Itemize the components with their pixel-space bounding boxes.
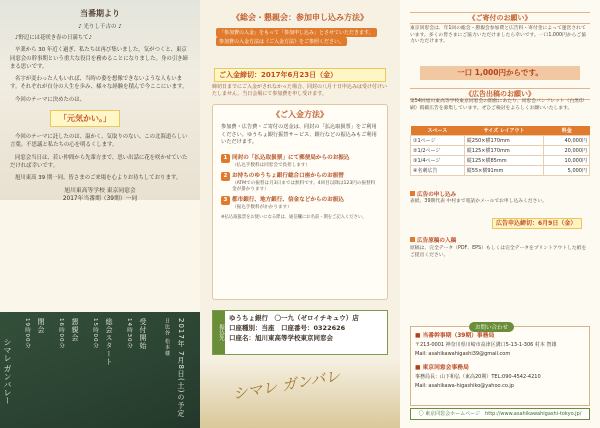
greeting-para: 卒業から 30 年近く過ぎ、私たちは再び集いました。気がつくと、東京同窓会の幹事期という重大な役目を務めることになりました。身の引き締まる思いです。: [10, 47, 188, 70]
table-cell: 縦125×横170mm: [464, 146, 544, 156]
greeting-para: 旭川東高 39 期一同、皆さまのご来場を心よりお待ちしております。: [15, 175, 182, 182]
option-title: 同封の「払込取扱票」にて郵便局からのお振込: [232, 154, 350, 161]
payment-intro: 参加費・広告費・ご寄付の送金は、同封の「払込取扱票」をご利用ください。ゆうちょ銀行振替サービス、銀行などの振込みもご利用いただけます。: [221, 124, 377, 145]
deadline-note: 締切日までにご入金がされなかった場合、同封の八月十日申込みは受け付けいたしません。当日会場にて参加費を申し受けます。: [212, 84, 388, 97]
table-cell: ①1ページ: [411, 136, 465, 146]
signature-org: 旭川東高等学校 東京同窓会: [64, 187, 136, 194]
payment-method-title: 《ご入金方法》: [272, 110, 328, 119]
ad-deadline: 広告申込締切：6月9日（金）: [492, 218, 582, 229]
payment-option: [221, 195, 379, 211]
shimare-logo: シマレ ガンバレ: [231, 366, 342, 404]
schedule-item: 閉会: [37, 318, 45, 334]
application-note: 「参加費の入金」をもって「参加申し込み」とさせていただきます。: [216, 28, 377, 37]
greeting-para: ♪野辺には花咲き春の日満ちて♪: [15, 35, 92, 41]
table-cell: ④名刺広告: [411, 166, 465, 176]
contact-heading: ■ 当番幹事期（39期）事務局: [415, 333, 495, 339]
table-row: [411, 166, 590, 176]
deadline-date: 2017年6月23日（金）: [261, 71, 338, 79]
greeting-title: 当番期より: [80, 9, 120, 18]
ad-title: 《広告出稿のお願い》: [410, 88, 590, 100]
apply-section-title: [410, 190, 456, 198]
option-desc: （振込手数料がかかります）: [232, 204, 292, 210]
table-cell: 20,000円: [544, 146, 590, 156]
submit-section-title: [410, 236, 456, 244]
schedule-venue: 日比谷 松本楼: [164, 318, 170, 357]
table-cell: ②1/2ページ: [411, 146, 465, 156]
application-header: 《総会・懇親会：参加申し込み方法》: [232, 13, 368, 22]
schedule-time: 15時00分: [92, 318, 98, 349]
option-title: 都市銀行、地方銀行、信金などからのお振込: [232, 196, 344, 203]
table-header-row: [411, 126, 590, 136]
greeting-subtitle: ♪ 光りし千古の ♪: [78, 24, 122, 30]
schedule-time: 14時30分: [126, 318, 132, 349]
table-cell: 縦125×横85mm: [464, 156, 544, 166]
deadline-label: ご入金締切：: [219, 71, 261, 79]
option-title: お持ちのゆうちょ銀行総合口座からのお振替: [232, 172, 344, 179]
option-number: 2: [221, 172, 230, 181]
ad-price-table: [410, 126, 590, 176]
contact-line: 事務局長：山下和弘（東高20期）TEL:090-4542-4210: [415, 374, 541, 380]
schedule-time: 16時00分: [58, 318, 64, 349]
contact-box: [410, 326, 590, 406]
contact-line: 〒213-0001 神奈川県川崎市高津区溝口5-13-1-306 村本 智雄: [415, 342, 557, 348]
option-number: 1: [221, 154, 230, 163]
table-header: 料金: [544, 126, 590, 136]
table-cell: 縦55×横91mm: [464, 166, 544, 176]
table-row: [411, 156, 590, 166]
bank-row: 口座種別：当座 口座番号：0322626: [229, 324, 346, 332]
apply-title: 広告の申し込み: [417, 192, 457, 198]
donation-title: 《ご寄付のお願い》: [410, 12, 590, 24]
greeting-para: 名字が変わった人もいれば、当時の姿を想像できないような人もいます。それぞれが自分の人生を歩み、様々な経験を積んで今ここにいます。: [10, 76, 188, 91]
greeting-letter: [10, 8, 190, 298]
ad-text: 第54回旭川東高等学校東京同窓会の開催にあたり、同窓会パンフレット（白黒印刷）掲載広告を募集しています。ぜひご検討をよろしくお願いいたします。: [410, 99, 584, 111]
option-desc: （払込手数料は同窓会で負担します）: [232, 162, 311, 168]
payment-fineprint: ※払込取扱票をお使いになる際は、通信欄にお名前・期をご記入ください。: [221, 214, 367, 220]
option-desc: （ATMでの振替は月3日までは無料です。4回目以降は123円の振替料金が掛かります）: [232, 180, 376, 192]
table-row: [411, 146, 590, 156]
signature: [10, 187, 190, 203]
contact-email: Mail: asahikawahigashi39@gmail.com: [415, 351, 511, 357]
bank-rows: [229, 313, 359, 343]
bullet-square-icon: [410, 237, 415, 242]
bullet-square-icon: [410, 191, 415, 196]
schedule-time: 19時00分: [24, 318, 30, 349]
website-link[interactable]: 〇 東京同窓会ホームページ http://www.asahikawahigashi-tokyo.jp/: [410, 408, 590, 420]
schedule-item: 懇親会: [71, 318, 79, 342]
table-cell: 縦250×横170mm: [464, 136, 544, 146]
contact-title: お問い合わせ: [469, 322, 514, 332]
bank-tag: 振込先: [213, 311, 225, 354]
option-number: 3: [221, 196, 230, 205]
greeting-para: 今回のテーマに託したのは、温かく、気取りのない、この北海道らしい言葉。不思議と私たちの心を明るくします。: [10, 134, 188, 149]
greeting-para: 今回のテーマに決めたのは、: [15, 96, 86, 103]
bank-row: ゆうちょ銀行 〇一九（ゼロイチキュウ）店: [229, 314, 359, 322]
submit-text: 原稿は、完全データ（PDF、EPS）もしくは完全データをプリントアウトした紙をご提出ください。: [410, 246, 587, 258]
bottom-artwork: [200, 358, 400, 428]
contact-heading: ■ 東京同窓会事務局: [415, 365, 469, 371]
schedule-date: 2017年 7月8日(土)の予定: [177, 318, 185, 418]
schedule-chalkboard: [0, 312, 200, 428]
table-header: サイズ レイアウト: [464, 126, 544, 136]
greeting-para: 同窓会当日は、若い仲間から先輩方まで、思い出話に花を咲かせていただければ幸いです。: [10, 154, 188, 169]
application-note: 参加費の入金方法は《ご入金方法》をご参照ください。: [216, 37, 347, 46]
table-cell: 40,000円: [544, 136, 590, 146]
payment-option: [221, 153, 379, 169]
apply-text: 表紙、39期代表 中村まで電話かメールでお申し込みください。: [410, 199, 548, 204]
theme-keyword: 「元気かい。」: [50, 110, 120, 127]
greeting-panel: [0, 0, 200, 428]
schedule-item: 受付開始: [139, 318, 147, 350]
schedule-item: 総会スタート: [105, 318, 113, 366]
bank-row: 口座名：旭川東高等学校東京同窓会: [229, 334, 333, 342]
bank-info: [212, 310, 388, 355]
table-row: [411, 136, 590, 146]
table-cell: 5,000円: [544, 166, 590, 176]
table-cell: ③1/4ページ: [411, 156, 465, 166]
payment-option: [221, 171, 379, 193]
donation-banner: 一口 1,000円からです。: [420, 66, 580, 80]
payment-method-box: [212, 104, 388, 300]
donation-panel: [400, 0, 600, 428]
board-logo: シマレ ガンバレー: [3, 338, 12, 405]
signature-group: 2017年当番期（39期）一同: [62, 195, 138, 202]
table-header: スペース: [411, 126, 465, 136]
submit-title: 広告原稿の入稿: [417, 238, 457, 244]
donation-text: 東京同窓会は、年1回の総会・懇親会参加費と広告料・寄付金によって運営されています。多くの皆さまにご協力いただけましたら幸いです。一口1,000円からご協力いただけます。: [410, 26, 587, 45]
table-cell: 10,000円: [544, 156, 590, 166]
contact-email: Mail: asahikawa-higashiko@yahoo.co.jp: [415, 383, 514, 389]
payment-deadline: [214, 68, 386, 82]
payment-panel: [200, 0, 400, 428]
